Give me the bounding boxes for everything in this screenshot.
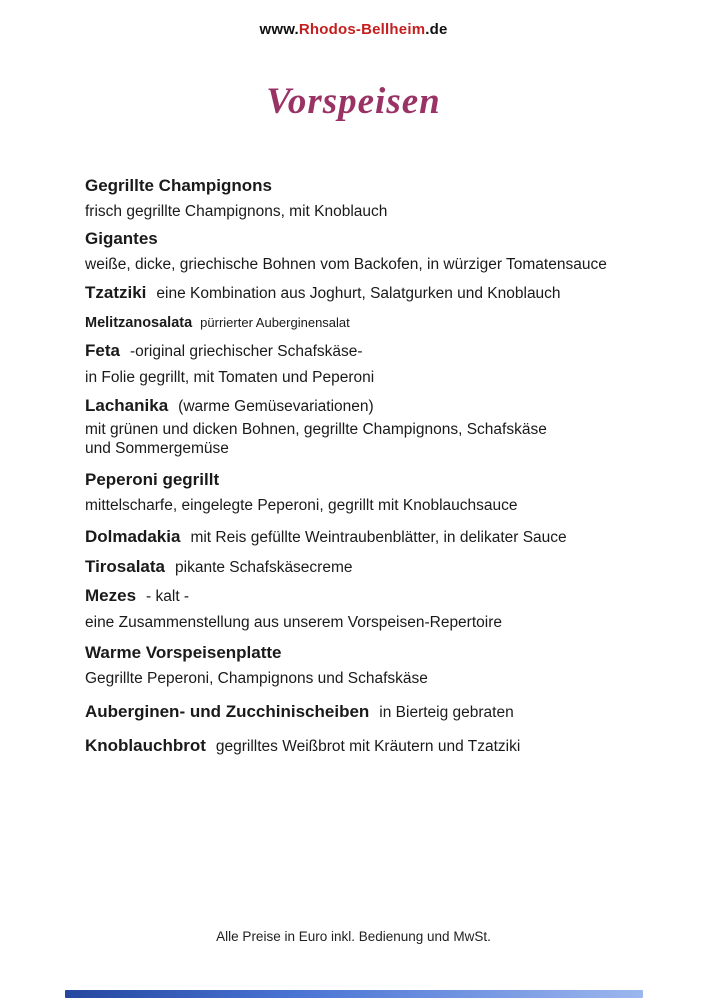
- menu-item: [85, 523, 657, 551]
- menu-item: [85, 279, 657, 307]
- item-description-inline: in Bierteig gebraten: [379, 704, 514, 721]
- site-url: [0, 21, 707, 38]
- menu-list: [85, 172, 657, 760]
- item-name: Melitzanosalata: [85, 315, 193, 331]
- menu-item: [85, 225, 657, 278]
- menu-item-heading: [85, 308, 657, 337]
- menu-item-heading: [85, 225, 657, 252]
- menu-item: [85, 172, 657, 225]
- footer-note: Alle Preise in Euro inkl. Bedienung und MwSt.: [216, 929, 491, 944]
- menu-item-heading: [85, 553, 657, 581]
- item-name: Tzatziki: [85, 283, 147, 302]
- item-description-inline: -original griechischer Schafskäse-: [129, 343, 363, 360]
- item-name: Warme Vorspeisenplatte: [85, 643, 282, 662]
- menu-item-heading: [85, 582, 657, 610]
- item-description-inline: (warme Gemüsevariationen): [178, 398, 374, 415]
- item-description-line: mittelscharfe, eingelegte Peperoni, gegrillt mit Knoblauchsauce: [85, 497, 518, 514]
- menu-item: [85, 553, 657, 581]
- menu-item-heading: [85, 172, 657, 199]
- menu-item: [85, 698, 657, 726]
- menu-item: [85, 639, 657, 692]
- item-description-inline: gegrilltes Weißbrot mit Kräutern und Tzatziki: [215, 738, 521, 755]
- divider-bar: [65, 990, 643, 998]
- item-description-inline: eine Kombination aus Joghurt, Salatgurken und Knoblauch: [156, 285, 561, 302]
- menu-item: [85, 466, 657, 519]
- menu-item: [85, 732, 657, 760]
- menu-item-heading: [85, 639, 657, 666]
- menu-item: [85, 392, 657, 458]
- menu-item-heading: [85, 337, 657, 365]
- site-url-brand: Rhodos-Bellheim: [298, 21, 426, 38]
- item-name: Peperoni gegrillt: [85, 470, 220, 489]
- menu-item: [85, 582, 657, 636]
- item-description-inline: pürrierter Auberginensalat: [200, 315, 350, 330]
- item-name: Feta: [85, 341, 120, 360]
- menu-item-heading: [85, 392, 657, 420]
- item-description-line: frisch gegrillte Champignons, mit Knoblauch: [85, 203, 388, 220]
- item-description-line: Gegrillte Peperoni, Champignons und Schafskäse: [85, 670, 428, 687]
- menu-item: [85, 337, 657, 391]
- item-description-line: mit grünen und dicken Bohnen, gegrillte Champignons, Schafskäse: [85, 421, 547, 438]
- item-description-line: weiße, dicke, griechische Bohnen vom Backofen, in würziger Tomatensauce: [85, 256, 607, 273]
- menu-item: [85, 308, 657, 337]
- menu-item-heading: [85, 279, 657, 307]
- item-name: Gegrillte Champignons: [85, 176, 273, 195]
- item-name: Mezes: [85, 586, 137, 605]
- item-description-line: in Folie gegrillt, mit Tomaten und Peperoni: [85, 369, 375, 386]
- menu-item-heading: [85, 732, 657, 760]
- item-description-line: und Sommergemüse: [85, 440, 229, 457]
- item-name: Tirosalata: [85, 557, 166, 576]
- item-description-inline: mit Reis gefüllte Weintraubenblätter, in delikater Sauce: [190, 529, 567, 546]
- item-description-inline: - kalt -: [146, 588, 190, 605]
- page-title: Vorspeisen: [266, 81, 441, 122]
- site-url-suffix: .de: [425, 21, 448, 38]
- item-description-line: eine Zusammenstellung aus unserem Vorspeisen-Repertoire: [85, 614, 502, 631]
- menu-item-heading: [85, 698, 657, 726]
- item-name: Lachanika: [85, 396, 169, 415]
- site-url-prefix: www.: [259, 21, 299, 38]
- item-description-inline: pikante Schafskäsecreme: [175, 559, 353, 576]
- menu-item-heading: [85, 466, 657, 493]
- item-name: Auberginen- und Zucchinischeiben: [85, 702, 370, 721]
- item-name: Dolmadakia: [85, 527, 181, 546]
- item-name: Gigantes: [85, 229, 158, 248]
- menu-item-heading: [85, 523, 657, 551]
- item-name: Knoblauchbrot: [85, 736, 206, 755]
